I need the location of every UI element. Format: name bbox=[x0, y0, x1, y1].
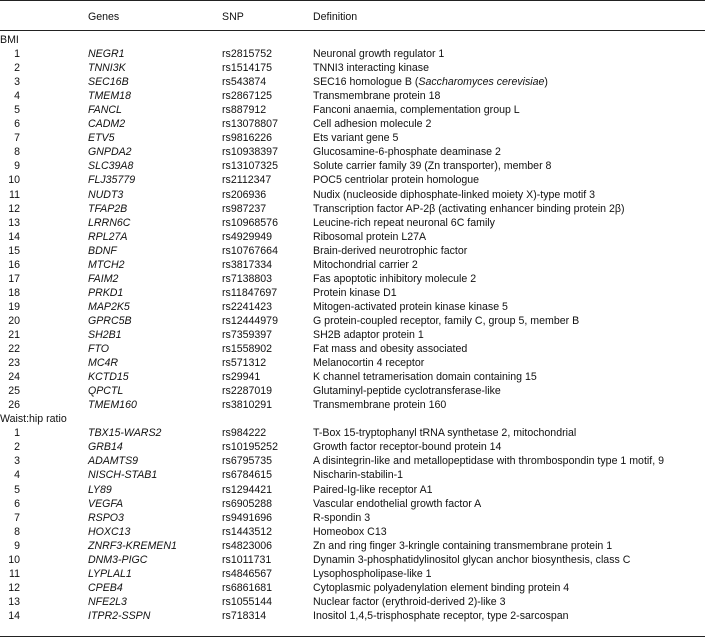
table-row bbox=[0, 539, 705, 553]
definition-text: Solute carrier family 39 (Zn transporter), member 8 bbox=[313, 160, 552, 173]
gene-symbol: NISCH-STAB1 bbox=[88, 469, 158, 482]
section-label: BMI bbox=[0, 34, 19, 46]
table-row bbox=[0, 595, 705, 609]
definition-text: Transmembrane protein 18 bbox=[313, 90, 441, 103]
gene-symbol: GRB14 bbox=[88, 441, 123, 454]
snp-id: rs4823006 bbox=[222, 539, 273, 552]
table-row bbox=[0, 483, 705, 497]
row-number: 6 bbox=[14, 497, 20, 510]
definition-text: Protein kinase D1 bbox=[313, 286, 397, 299]
gene-definition bbox=[313, 61, 429, 75]
table-row bbox=[0, 117, 705, 131]
gene-symbol: TNNI3K bbox=[88, 62, 126, 75]
row-number: 1 bbox=[14, 48, 20, 61]
table-row bbox=[0, 426, 705, 440]
table-row bbox=[0, 244, 705, 258]
gene-definition bbox=[313, 159, 551, 173]
table-row bbox=[0, 188, 705, 202]
row-number: 10 bbox=[8, 174, 20, 187]
definition-text: Mitochondrial carrier 2 bbox=[313, 258, 418, 271]
row-number: 7 bbox=[14, 132, 20, 145]
gene-definition bbox=[313, 342, 467, 356]
gene-definition bbox=[313, 272, 476, 286]
snp-id: rs1558902 bbox=[222, 343, 273, 356]
gene-definition bbox=[313, 454, 664, 468]
gene-definition bbox=[313, 117, 431, 131]
gene-definition bbox=[313, 103, 520, 117]
snp-id: rs987237 bbox=[222, 202, 267, 215]
row-number: 26 bbox=[8, 399, 20, 412]
gene-symbol: PRKD1 bbox=[88, 286, 124, 299]
snp-id: rs206936 bbox=[222, 188, 267, 201]
snp-id: rs29941 bbox=[222, 371, 261, 384]
gene-symbol: SLC39A8 bbox=[88, 160, 134, 173]
definition-text: Ribosomal protein L27A bbox=[313, 230, 427, 243]
gene-symbol: FAIM2 bbox=[88, 272, 119, 285]
gene-symbol: MTCH2 bbox=[88, 258, 125, 271]
definition-text: Nischarin-stabilin-1 bbox=[313, 469, 404, 482]
table-row bbox=[0, 553, 705, 567]
gene-definition bbox=[313, 244, 467, 258]
snp-id: rs7359397 bbox=[222, 328, 273, 341]
snp-id: rs4846567 bbox=[222, 567, 273, 580]
table-row bbox=[0, 468, 705, 482]
gene-definition bbox=[313, 145, 501, 159]
snp-id: rs6861681 bbox=[222, 581, 273, 594]
gene-symbol: GNPDA2 bbox=[88, 146, 132, 159]
gene-symbol: ETV5 bbox=[88, 132, 115, 145]
gene-symbol: KCTD15 bbox=[88, 371, 129, 384]
definition-text: Paired-Ig-like receptor A1 bbox=[313, 483, 433, 496]
gene-definition bbox=[313, 370, 537, 384]
gene-symbol: MC4R bbox=[88, 357, 119, 370]
table-row bbox=[0, 286, 705, 300]
definition-text: R-spondin 3 bbox=[313, 511, 371, 524]
definition-text: Melanocortin 4 receptor bbox=[313, 357, 425, 370]
table-row bbox=[0, 525, 705, 539]
gene-symbol: TMEM160 bbox=[88, 399, 137, 412]
snp-id: rs13078807 bbox=[222, 118, 278, 131]
snp-id: rs543874 bbox=[222, 76, 267, 89]
definition-text: Transcription factor AP-2β (activating enhancer binding protein 2β) bbox=[313, 202, 625, 215]
gene-definition bbox=[313, 75, 548, 89]
row-number: 5 bbox=[14, 104, 20, 117]
definition-text: Glucosamine-6-phosphate deaminase 2 bbox=[313, 146, 501, 159]
definition-text: POC5 centriolar protein homologue bbox=[313, 174, 480, 187]
snp-id: rs7138803 bbox=[222, 272, 273, 285]
table-row bbox=[0, 398, 705, 412]
definition-text: Fat mass and obesity associated bbox=[313, 343, 468, 356]
snp-id: rs10767664 bbox=[222, 244, 278, 257]
table-row bbox=[0, 75, 705, 89]
row-number: 20 bbox=[8, 314, 20, 327]
definition-text: SEC16 homologue B ( bbox=[313, 76, 419, 89]
snp-id: rs2287019 bbox=[222, 385, 273, 398]
snp-id: rs2112347 bbox=[222, 174, 272, 187]
snp-id: rs9491696 bbox=[222, 511, 273, 524]
table-row bbox=[0, 300, 705, 314]
gene-definition bbox=[313, 173, 479, 187]
gene-definition bbox=[313, 89, 440, 103]
gene-symbol: DNM3-PIGC bbox=[88, 553, 148, 566]
table-row bbox=[0, 567, 705, 581]
gene-symbol: TMEM18 bbox=[88, 90, 131, 103]
table-body bbox=[0, 33, 705, 623]
row-number: 15 bbox=[8, 244, 20, 257]
row-number: 2 bbox=[14, 441, 20, 454]
snp-id: rs887912 bbox=[222, 104, 267, 117]
row-number: 2 bbox=[14, 62, 20, 75]
snp-id: rs1294421 bbox=[222, 483, 273, 496]
snp-id: rs10968576 bbox=[222, 216, 278, 229]
gene-symbol: NUDT3 bbox=[88, 188, 124, 201]
row-number: 13 bbox=[8, 216, 20, 229]
gene-definition bbox=[313, 131, 398, 145]
gene-symbol: NFE2L3 bbox=[88, 595, 127, 608]
row-number: 3 bbox=[14, 455, 20, 468]
section-label: Waist:hip ratio bbox=[0, 413, 67, 426]
table-row bbox=[0, 258, 705, 272]
gene-definition bbox=[313, 511, 370, 525]
table-row bbox=[0, 342, 705, 356]
row-number: 12 bbox=[8, 581, 20, 594]
definition-text: Fas apoptotic inhibitory molecule 2 bbox=[313, 272, 477, 285]
definition-text: Mitogen-activated protein kinase kinase 5 bbox=[313, 300, 508, 313]
gene-definition bbox=[313, 581, 569, 595]
definition-text: Transmembrane protein 160 bbox=[313, 399, 447, 412]
definition-text: Zn and ring finger 3-kringle containing transmembrane protein 1 bbox=[313, 539, 613, 552]
snp-id: rs10938397 bbox=[222, 146, 278, 159]
gene-symbol: CADM2 bbox=[88, 118, 126, 131]
gene-symbol: HOXC13 bbox=[88, 525, 131, 538]
gene-definition bbox=[313, 497, 481, 511]
definition-text: Inositol 1,4,5-trisphosphate receptor, type 2-sarcospan bbox=[313, 609, 569, 622]
snp-id: rs11847697 bbox=[222, 286, 278, 299]
row-number: 19 bbox=[8, 300, 20, 313]
gene-symbol: VEGFA bbox=[88, 497, 124, 510]
definition-text: Glutaminyl-peptide cyclotransferase-like bbox=[313, 385, 501, 398]
definition-text: A disintegrin-like and metallopeptidase with thrombospondin type 1 motif, 9 bbox=[313, 455, 664, 468]
section-label-row bbox=[0, 33, 705, 47]
definition-species: Saccharomyces cerevisiae bbox=[418, 76, 545, 89]
gene-definition bbox=[313, 188, 595, 202]
row-number: 8 bbox=[14, 146, 20, 159]
table-row bbox=[0, 103, 705, 117]
gene-definition bbox=[313, 300, 508, 314]
table-top-rule bbox=[0, 0, 705, 1]
row-number: 18 bbox=[8, 286, 20, 299]
definition-text: Nudix (nucleoside diphosphate-linked moiety X)-type motif 3 bbox=[313, 188, 596, 201]
snp-id: rs6795735 bbox=[222, 455, 273, 468]
table-row bbox=[0, 61, 705, 75]
definition-text: T-Box 15-tryptophanyl tRNA synthetase 2, mitochondrial bbox=[313, 427, 577, 440]
table-row bbox=[0, 497, 705, 511]
table-row bbox=[0, 609, 705, 623]
gene-definition bbox=[313, 384, 501, 398]
definition-text: Nuclear factor (erythroid-derived 2)-like 3 bbox=[313, 595, 506, 608]
snp-id: rs3810291 bbox=[222, 399, 273, 412]
snp-id: rs571312 bbox=[222, 357, 267, 370]
gene-symbol: CPEB4 bbox=[88, 581, 123, 594]
gene-definition bbox=[313, 440, 501, 454]
table-row bbox=[0, 272, 705, 286]
definition-text: Cytoplasmic polyadenylation element binding protein 4 bbox=[313, 581, 570, 594]
table-row bbox=[0, 47, 705, 61]
table-row bbox=[0, 440, 705, 454]
table-row bbox=[0, 454, 705, 468]
table-row bbox=[0, 356, 705, 370]
snp-id: rs718314 bbox=[222, 609, 267, 622]
table-row bbox=[0, 581, 705, 595]
table-header bbox=[0, 10, 705, 24]
row-number: 23 bbox=[8, 357, 20, 370]
snp-id: rs13107325 bbox=[222, 160, 278, 173]
row-number: 3 bbox=[14, 76, 20, 89]
gene-definition bbox=[313, 468, 403, 482]
gene-symbol: NEGR1 bbox=[88, 48, 125, 61]
row-number: 6 bbox=[14, 118, 20, 131]
row-number: 25 bbox=[8, 385, 20, 398]
gene-definition bbox=[313, 314, 579, 328]
row-number: 11 bbox=[9, 567, 20, 580]
gene-symbol: FLJ35779 bbox=[88, 174, 136, 187]
table-row bbox=[0, 328, 705, 342]
table-row bbox=[0, 173, 705, 187]
definition-text: Dynamin 3-phosphatidylinositol glycan anchor biosynthesis, class C bbox=[313, 553, 631, 566]
row-number: 21 bbox=[8, 328, 20, 341]
table-row bbox=[0, 89, 705, 103]
snp-id: rs2867125 bbox=[222, 90, 273, 103]
row-number: 24 bbox=[8, 371, 20, 384]
gene-definition bbox=[313, 426, 576, 440]
gene-symbol: TBX15-WARS2 bbox=[88, 427, 162, 440]
row-number: 22 bbox=[8, 343, 20, 356]
row-number: 9 bbox=[14, 160, 20, 173]
row-number: 14 bbox=[8, 609, 20, 622]
gene-symbol: ADAMTS9 bbox=[88, 455, 139, 468]
table-row bbox=[0, 384, 705, 398]
row-number: 10 bbox=[8, 553, 20, 566]
gene-symbol: GPRC5B bbox=[88, 314, 132, 327]
gene-symbol: RPL27A bbox=[88, 230, 128, 243]
table-row bbox=[0, 202, 705, 216]
snp-id: rs6784615 bbox=[222, 469, 273, 482]
gene-definition bbox=[313, 47, 444, 61]
definition-text: Lysophospholipase-like 1 bbox=[313, 567, 432, 580]
gene-definition bbox=[313, 609, 569, 623]
snp-id: rs2815752 bbox=[222, 48, 273, 61]
definition-text: Growth factor receptor-bound protein 14 bbox=[313, 441, 502, 454]
definition-text: Ets variant gene 5 bbox=[313, 132, 399, 145]
row-number: 5 bbox=[14, 483, 20, 496]
row-number: 9 bbox=[14, 539, 20, 552]
table-row bbox=[0, 216, 705, 230]
gene-symbol: LYPLAL1 bbox=[88, 567, 132, 580]
row-number: 4 bbox=[14, 90, 20, 103]
gene-definition bbox=[313, 328, 424, 342]
snp-id: rs984222 bbox=[222, 427, 267, 440]
snp-id: rs6905288 bbox=[222, 497, 273, 510]
snp-id: rs10195252 bbox=[222, 441, 278, 454]
definition-text: Brain-derived neurotrophic factor bbox=[313, 244, 468, 257]
definition-text: Neuronal growth regulator 1 bbox=[313, 48, 445, 61]
header-snp: SNP bbox=[222, 11, 244, 23]
gene-symbol: LY89 bbox=[88, 483, 112, 496]
definition-text: Homeobox C13 bbox=[313, 525, 387, 538]
row-number: 4 bbox=[14, 469, 20, 482]
gene-symbol: FANCL bbox=[88, 104, 122, 117]
row-number: 8 bbox=[14, 525, 20, 538]
row-number: 13 bbox=[8, 595, 20, 608]
table-row bbox=[0, 159, 705, 173]
row-number: 11 bbox=[9, 188, 20, 201]
header-definition: Definition bbox=[313, 11, 358, 23]
gene-definition bbox=[313, 258, 418, 272]
row-number: 12 bbox=[8, 202, 20, 215]
definition-suffix: ) bbox=[544, 76, 548, 89]
gene-definition bbox=[313, 595, 506, 609]
table-row bbox=[0, 230, 705, 244]
row-number: 17 bbox=[8, 272, 20, 285]
gene-symbol: LRRN6C bbox=[88, 216, 131, 229]
snp-id: rs12444979 bbox=[222, 314, 278, 327]
gene-symbol: TFAP2B bbox=[88, 202, 128, 215]
gene-definition bbox=[313, 567, 432, 581]
snp-id: rs9816226 bbox=[222, 132, 273, 145]
snp-id: rs1443512 bbox=[222, 525, 273, 538]
row-number: 1 bbox=[14, 427, 20, 440]
gene-symbol: ZNRF3-KREMEN1 bbox=[88, 539, 177, 552]
table-row bbox=[0, 145, 705, 159]
gene-symbol: SEC16B bbox=[88, 76, 129, 89]
gene-definition bbox=[313, 286, 397, 300]
gene-definition bbox=[313, 216, 495, 230]
gene-definition bbox=[313, 539, 612, 553]
table-row bbox=[0, 370, 705, 384]
gene-definition bbox=[313, 553, 630, 567]
gene-symbol: SH2B1 bbox=[88, 328, 122, 341]
definition-text: K channel tetramerisation domain containing 15 bbox=[313, 371, 537, 384]
snp-id: rs1011731 bbox=[222, 553, 272, 566]
row-number: 16 bbox=[8, 258, 20, 271]
definition-text: Cell adhesion molecule 2 bbox=[313, 118, 432, 131]
gene-definition bbox=[313, 525, 387, 539]
gene-symbol: ITPR2-SSPN bbox=[88, 609, 151, 622]
gene-definition bbox=[313, 202, 625, 216]
definition-text: G protein-coupled receptor, family C, group 5, member B bbox=[313, 314, 580, 327]
gene-definition bbox=[313, 356, 424, 370]
definition-text: Leucine-rich repeat neuronal 6C family bbox=[313, 216, 495, 229]
table-row bbox=[0, 131, 705, 145]
definition-text: Fanconi anaemia, complementation group L bbox=[313, 104, 520, 117]
table-row bbox=[0, 511, 705, 525]
snp-id: rs3817334 bbox=[222, 258, 273, 271]
snp-id: rs2241423 bbox=[222, 300, 273, 313]
gene-definition bbox=[313, 483, 433, 497]
snp-id: rs1514175 bbox=[222, 62, 273, 75]
table-row bbox=[0, 314, 705, 328]
row-number: 14 bbox=[8, 230, 20, 243]
gene-symbol: FTO bbox=[88, 343, 109, 356]
row-number: 7 bbox=[14, 511, 20, 524]
gene-symbol: RSPO3 bbox=[88, 511, 124, 524]
gene-definition bbox=[313, 230, 426, 244]
header-genes: Genes bbox=[88, 11, 120, 23]
section-label-row bbox=[0, 412, 705, 426]
snp-id: rs1055144 bbox=[222, 595, 273, 608]
definition-text: Vascular endothelial growth factor A bbox=[313, 497, 482, 510]
definition-text: TNNI3 interacting kinase bbox=[313, 62, 429, 75]
gene-symbol: BDNF bbox=[88, 244, 117, 257]
definition-text: SH2B adaptor protein 1 bbox=[313, 328, 424, 341]
gene-definition bbox=[313, 398, 446, 412]
snp-id: rs4929949 bbox=[222, 230, 273, 243]
gene-symbol: QPCTL bbox=[88, 385, 124, 398]
gene-symbol: MAP2K5 bbox=[88, 300, 130, 313]
table-header-rule bbox=[0, 30, 705, 31]
